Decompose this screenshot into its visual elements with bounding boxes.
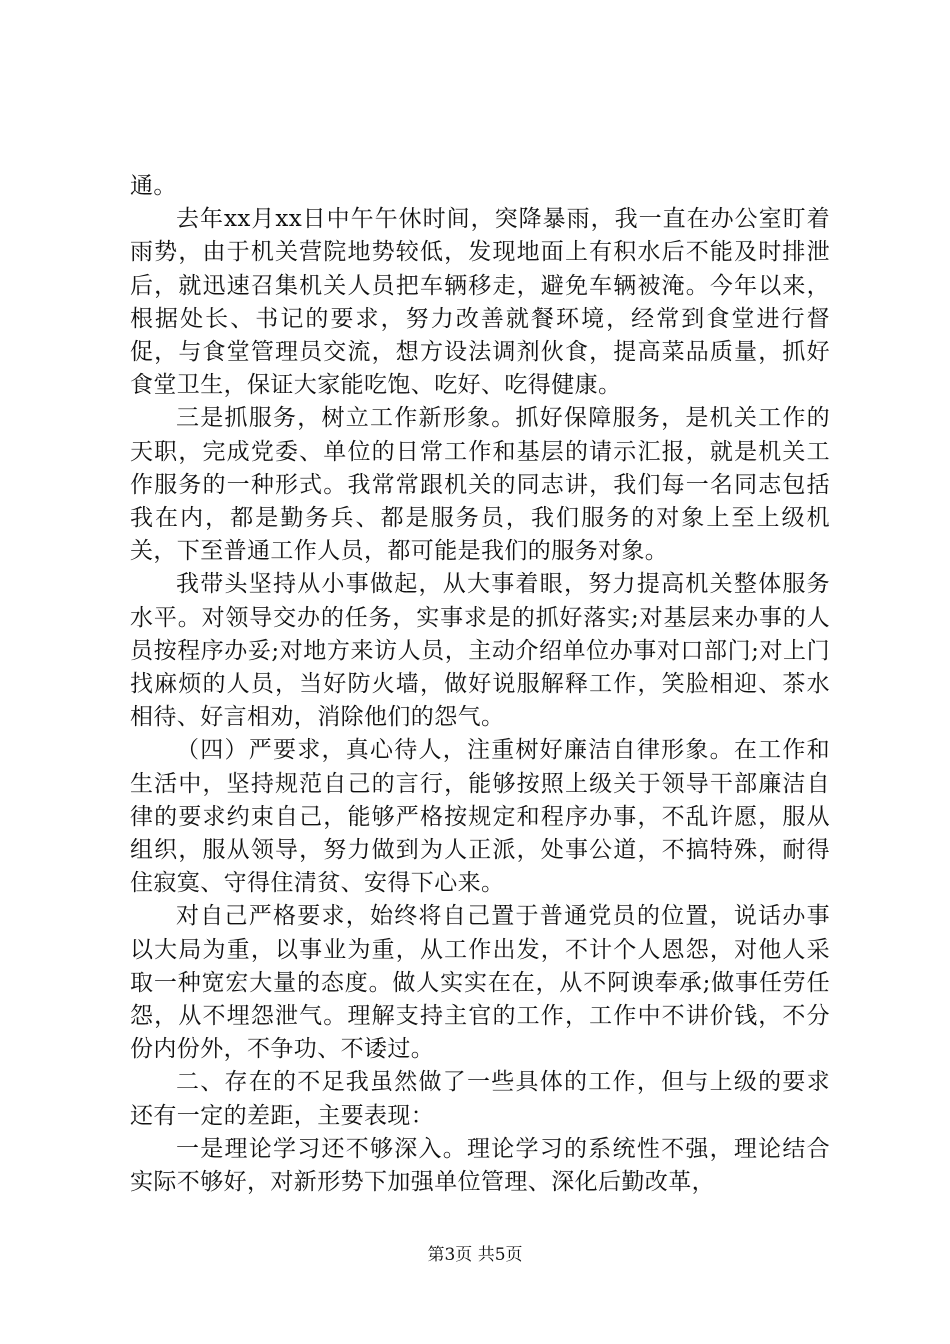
paragraph-service: 三是抓服务，树立工作新形象。抓好保障服务，是机关工作的天职，完成党委、单位的日常工作和基层的请示汇报，就是机关工作服务的一种形式。我常常跟机关的同志讲，我们每一名同志包括我在内，都是勤务兵、都是服务员，我们服务的对象上至上级机关，下至普通工作人员，都可能是我们的服务对象。 — [130, 405, 830, 565]
paragraph-rainstorm: 去年xx月xx日中午午休时间，突降暴雨，我一直在办公室盯着雨势，由于机关营院地势较低，发现地面上有积水后不能及时排泄后，就迅速召集机关人员把车辆移走，避免车辆被淹。今年以来，根据处长、书记的要求，努力改善就餐环境，经常到食堂进行督促，与食堂管理员交流，想方设法调剂伙食，提高菜品质量，抓好食堂卫生，保证大家能吃饱、吃好、吃得健康。 — [130, 206, 830, 399]
paragraph-small-things: 我带头坚持从小事做起，从大事着眼，努力提高机关整体服务水平。对领导交办的任务，实事求是的抓好落实;对基层来办事的人员按程序办妥;对地方来访人员，主动介绍单位办事对口部门;对上门找麻烦的人员，当好防火墙，做好说服解释工作，笑脸相迎、茶水相待、好言相劝，消除他们的怨气。 — [130, 571, 830, 731]
paragraph-continuation: 通。 — [130, 173, 177, 199]
paragraph-theory-study: 一是理论学习还不够深入。理论学习的系统性不强，理论结合实际不够好，对新形势下加强单位管理、深化后勤改革， — [130, 1135, 830, 1196]
page-number-footer: 第3页 共5页 — [427, 1245, 523, 1265]
paragraph-self-discipline: （四）严要求，真心待人，注重树好廉洁自律形象。在工作和生活中，坚持规范自己的言行，能够按照上级关于领导干部廉洁自律的要求约束自己，能够严格按规定和程序办事，不乱许愿，服从组织，服从领导，努力做到为人正派，处事公道，不搞特殊，耐得住寂寞、守得住清贫、安得下心来。 — [130, 737, 830, 897]
paragraph-shortcomings: 二、存在的不足我虽然做了一些具体的工作，但与上级的要求还有一定的差距，主要表现： — [130, 1069, 830, 1129]
document-body — [130, 170, 830, 1199]
paragraph-strict-requirements: 对自己严格要求，始终将自己置于普通党员的位置，说话办事以大局为重，以事业为重，从工作出发，不计个人恩怨，对他人采取一种宽宏大量的态度。做人实实在在，从不阿谀奉承;做事任劳任怨，从不埋怨泄气。理解支持主官的工作，工作中不讲价钱，不分份内份外，不争功、不诿过。 — [130, 903, 830, 1063]
